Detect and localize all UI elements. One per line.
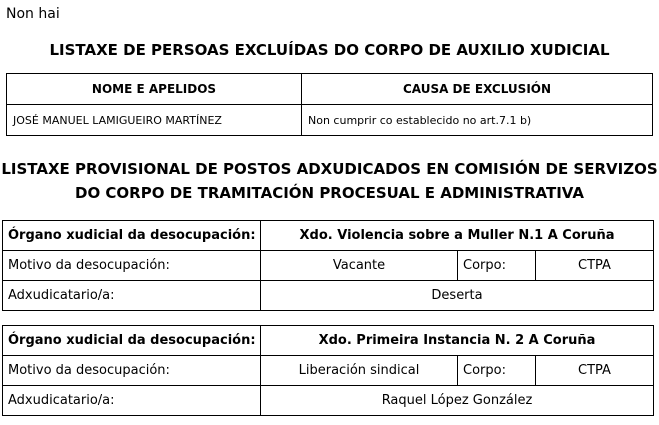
motive-label: Motivo da desocupación: (3, 251, 261, 281)
organ-label: Órgano xudicial da desocupación: (3, 326, 261, 356)
table-header-row (7, 74, 653, 105)
header-cause: CAUSA DE EXCLUSIÓN (302, 74, 653, 105)
excluded-name: JOSÉ MANUEL LAMIGUEIRO MARTÍNEZ (7, 105, 302, 136)
provisional-title-line2: DO CORPO DE TRAMITACIÓN PROCESUAL E ADMINISTRATIVA (75, 184, 584, 202)
provisional-title-line1: LISTAXE PROVISIONAL DE POSTOS ADXUDICADOS EN COMISIÓN DE SERVIZOS (1, 160, 658, 178)
table-row (7, 105, 653, 136)
motive-value: Liberación sindical (261, 356, 458, 386)
corpo-value: CTPA (536, 251, 654, 281)
corpo-value: CTPA (536, 356, 654, 386)
post-table-1 (2, 220, 654, 311)
organ-label: Órgano xudicial da desocupación: (3, 221, 261, 251)
awardee-row (3, 386, 654, 416)
motive-value: Vacante (261, 251, 458, 281)
corpo-label: Corpo: (458, 356, 536, 386)
organ-value: Xdo. Primeira Instancia N. 2 A Coruña (261, 326, 654, 356)
corpo-label: Corpo: (458, 251, 536, 281)
provisional-list-title (0, 157, 659, 205)
post-table-2 (2, 325, 654, 416)
header-name: NOME E APELIDOS (7, 74, 302, 105)
awardee-value: Deserta (261, 281, 654, 311)
excluded-cause: Non cumprir co establecido no art.7.1 b) (302, 105, 653, 136)
organ-row (3, 326, 654, 356)
excluded-list-title: LISTAXE DE PERSOAS EXCLUÍDAS DO CORPO DE AUXILIO XUDICIAL (49, 41, 610, 59)
awardee-label: Adxudicatario/a: (3, 386, 261, 416)
motive-row (3, 251, 654, 281)
organ-row (3, 221, 654, 251)
excluded-table (6, 73, 653, 136)
awardee-value: Raquel López González (261, 386, 654, 416)
motive-row (3, 356, 654, 386)
awardee-label: Adxudicatario/a: (3, 281, 261, 311)
organ-value: Xdo. Violencia sobre a Muller N.1 A Coruña (261, 221, 654, 251)
motive-label: Motivo da desocupación: (3, 356, 261, 386)
intro-text: Non hai (6, 6, 60, 22)
awardee-row (3, 281, 654, 311)
